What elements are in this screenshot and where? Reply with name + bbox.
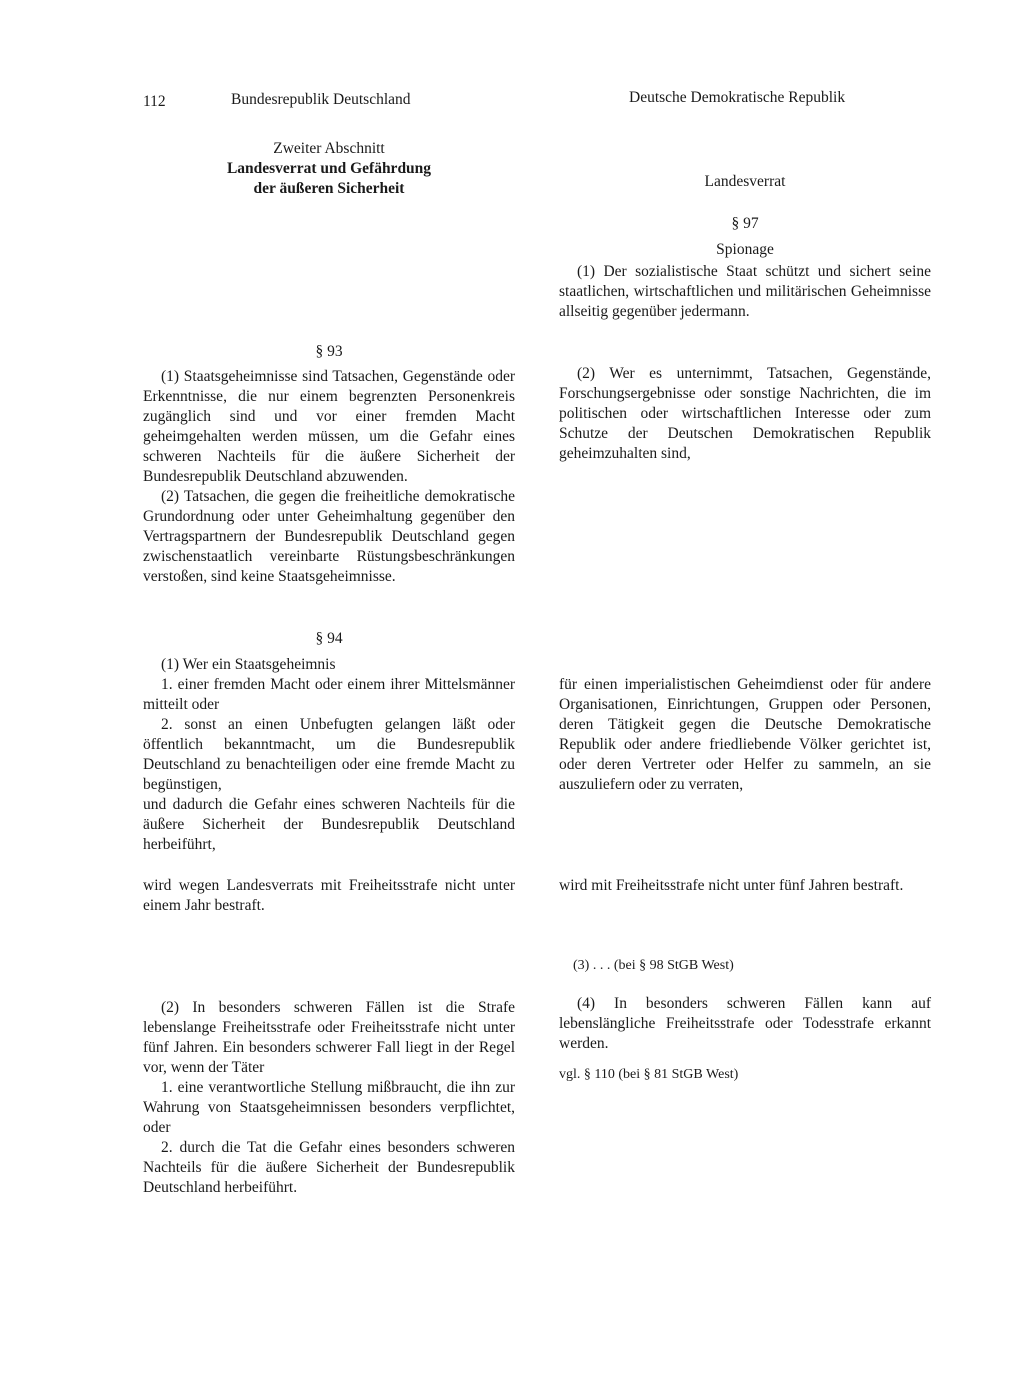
para-97-cross-reference: vgl. § 110 (bei § 81 StGB West): [559, 1067, 739, 1082]
section-label: Zweiter Abschnitt: [273, 140, 385, 157]
para-97-subtitle: Spionage: [716, 241, 774, 258]
para-93-abs-1: (1) Staatsgeheimnisse sind Tatsachen, Gegenstände oder Erkenntnisse, die nur einem begrenzten Personenkreis zugänglich sind und vor einer fremden Macht geheimgehalten werden müssen, um die Gefahr eines schweren Nachteils für die äußere Sicherheit der Bundesrepublik Deutschland abzuwenden.: [143, 368, 515, 485]
para-94-heading: § 94: [315, 630, 343, 647]
para-93-body: [143, 367, 515, 587]
para-94-abs-2-item-2: 2. durch die Tat die Gefahr eines besonders schweren Nachteils für die äußere Sicherheit der Bundesrepublik Deutschland herbeiführt.: [143, 1139, 515, 1196]
para-97-abs-2: (2) Wer es unternimmt, Tatsachen, Gegenstände, Forschungsergebnisse oder sonstige Nachrichten, die im politischen oder wirtschaftlichen Interesse oder zum Schutze der Deutschen Demokratischen Republik geheimzuhalten sind,: [559, 365, 931, 462]
right-section-title: Landesverrat: [704, 173, 786, 190]
para-94-abs-2-body: [143, 998, 515, 1198]
section-title-line-2: der äußeren Sicherheit: [253, 180, 405, 197]
para-94-item-1: 1. einer fremden Macht oder einem ihrer Mittelsmänner mitteilt oder: [143, 676, 515, 713]
para-97-abs-3: (3) . . . (bei § 98 StGB West): [573, 958, 734, 973]
para-94-abs-2-item-1: 1. eine verantwortliche Stellung mißbraucht, die ihn zur Wahrung von Staatsgeheimnissen besonders verpflichtet, oder: [143, 1079, 515, 1136]
running-head-right: Deutsche Demokratische Republik: [629, 89, 846, 106]
para-93-abs-2: (2) Tatsachen, die gegen die freiheitliche demokratische Grundordnung oder unter Geheimhaltung gegenüber den Vertragspartnern der Bundesrepublik Deutschland gegen zwischenstaatlich vereinbarte Rüstungsbeschränkungen verstoßen, sind keine Staatsgeheimnisse.: [143, 488, 515, 585]
running-head-left: Bundesrepublik Deutschland: [231, 91, 411, 108]
section-title-line-1: Landesverrat und Gefährdung: [226, 160, 432, 177]
para-94-abs-2: (2) In besonders schweren Fällen ist die Strafe lebenslange Freiheitsstrafe oder Freiheitsstrafe nicht unter fünf Jahren. Ein besonders schwerer Fall liegt in der Regel vor, wenn der Täter: [143, 999, 515, 1076]
para-97-continuation: für einen imperialistischen Geheimdienst oder für andere Organisationen, Einrichtungen, Gruppen oder Personen, deren Tätigkeit gegen die Deutsche Demokratische Republik oder andere friedliebende Völker gerichtet ist, oder deren Vertreter oder Helfer zu sammeln, an sie auszuliefern oder zu verraten,: [559, 676, 931, 793]
para-97-heading: § 97: [731, 215, 759, 232]
para-94-body: [143, 655, 515, 855]
para-97-abs-4: (4) In besonders schweren Fällen kann auf lebenslängliche Freiheitsstrafe oder Todesstrafe erkannt werden.: [559, 995, 931, 1052]
para-94-continuation: und dadurch die Gefahr eines schweren Nachteils für die äußere Sicherheit der Bundesrepublik Deutschland herbeiführt,: [143, 796, 515, 853]
para-97-abs-1: (1) Der sozialistische Staat schützt und sichert seine staatlichen, wirtschaftlichen und militärischen Geheimnisse allseitig gegenüber jedermann.: [559, 263, 931, 320]
para-93-heading: § 93: [315, 343, 343, 360]
para-94-item-2: 2. sonst an einen Unbefugten gelangen läßt oder öffentlich bekanntmacht, um die Bundesrepublik Deutschland zu benachteiligen oder eine fremde Macht zu begünstigen,: [143, 716, 515, 793]
para-94-penalty: wird wegen Landesverrats mit Freiheitsstrafe nicht unter einem Jahr bestraft.: [143, 877, 515, 914]
section-title: [143, 159, 515, 199]
para-94-intro: (1) Wer ein Staatsgeheimnis: [161, 656, 336, 673]
para-97-penalty: wird mit Freiheitsstrafe nicht unter fünf Jahren bestraft.: [559, 877, 904, 894]
page-number: 112: [143, 93, 166, 110]
